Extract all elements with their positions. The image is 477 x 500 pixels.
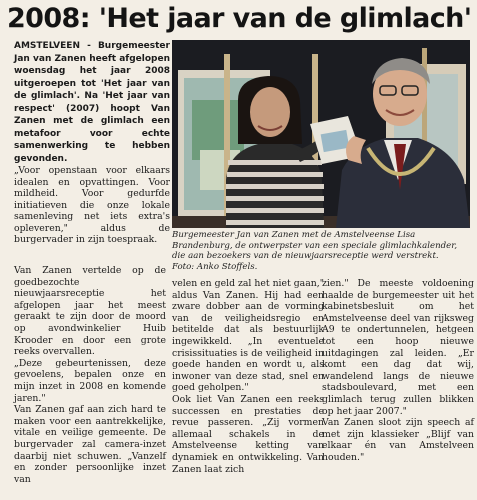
article-headline: 2008: 'Het jaar van de glimlach' — [7, 3, 472, 34]
intro-quote: „Voor openstaan voor elkaars idealen en opvattingen. Voor mildheid. Voor gedurfde initiatieven die onze lokale samenleving net iets extra's opleveren," aldus de burgervader in zijn toespraak. — [14, 165, 170, 245]
photo-credit: Foto: Anko Stoffels. — [172, 261, 258, 272]
article-intro — [14, 40, 170, 246]
article-column-3 — [322, 278, 474, 464]
photo-caption — [172, 230, 470, 272]
paragraph: velen en geld zal het niet gaan," aldus Van Zanen. Hij had een zware dobber aan de vorming van de veiligheidsregio en betitelde dat als bestuurlijk ingewikkeld. „In eventuele crisissituaties is de veiligheid in goede handen en wordt u, als inwoner van deze stad, snel en goed geholpen." — [172, 278, 324, 394]
intro-lead: Burgemeester Jan van Zanen heeft afgelopen woensdag het jaar 2008 uitgeroepen tot 'Het jaar van de glimlach'. Na 'Het jaar van respect' (2007) hoopt Van Zanen met de glimlach een metafoor voor echte samenwerking te hebben gevonden. — [14, 41, 170, 164]
caption-text: Burgemeester Jan van Zanen met de Amstelveense Lisa Brandenburg, de ontwerpster van een speciale glimlachkalender, die aan bezoekers van de nieuwjaarsreceptie werd verstrekt. — [172, 230, 458, 262]
photo-illustration — [172, 40, 470, 228]
paragraph: zien." De meeste voldoening haalde de burgemeester uit het kabinetsbesluit om het Amstelveense deel van rijksweg A9 te ondertunnelen, hetgeen tot een hoop nieuwe uitdagingen zal leiden. „Er komt een dag dat wij, wandelend langs de nieuwe stadsboulevard, met een glimlach terug zullen blikken op het jaar 2007." — [322, 278, 474, 417]
article-column-1 — [14, 265, 166, 485]
article-column-2 — [172, 278, 324, 475]
intro-paragraph — [14, 40, 170, 165]
paragraph: Van Zanen gaf aan zich hard te maken voor een aantrekkelijke, vitale en veilige gemeente. De burgervader zal camera-inzet daarbij niet schuwen. „Vanzelf en zonder persoonlijke inzet van — [14, 404, 166, 485]
paragraph: „Deze gebeurtenissen, deze gevoelens, bepalen onze en mijn inzet in 2008 en komende jaren." — [14, 357, 166, 404]
dateline: AMSTELVEEN - — [14, 41, 91, 51]
article-photo — [172, 40, 470, 228]
paragraph: Ook liet Van Zanen een reeks successen en prestaties de revue passeren. „Zij vormen allemaal schakels in de Amstelveense ketting van dynamiek en ontwikkeling. Van Zanen laat zich — [172, 393, 324, 475]
paragraph: Van Zanen sloot zijn speech af met zijn klassieker „Blijf van elkaar én van Amstelveen houden." — [322, 417, 474, 463]
paragraph: Van Zanen vertelde op de goedbezochte nieuwjaarsreceptie het afgelopen jaar het meest geraakt te zijn door de moord op avondwinkelier Huib Krooder en door een grote reeks overvallen. — [14, 265, 166, 358]
